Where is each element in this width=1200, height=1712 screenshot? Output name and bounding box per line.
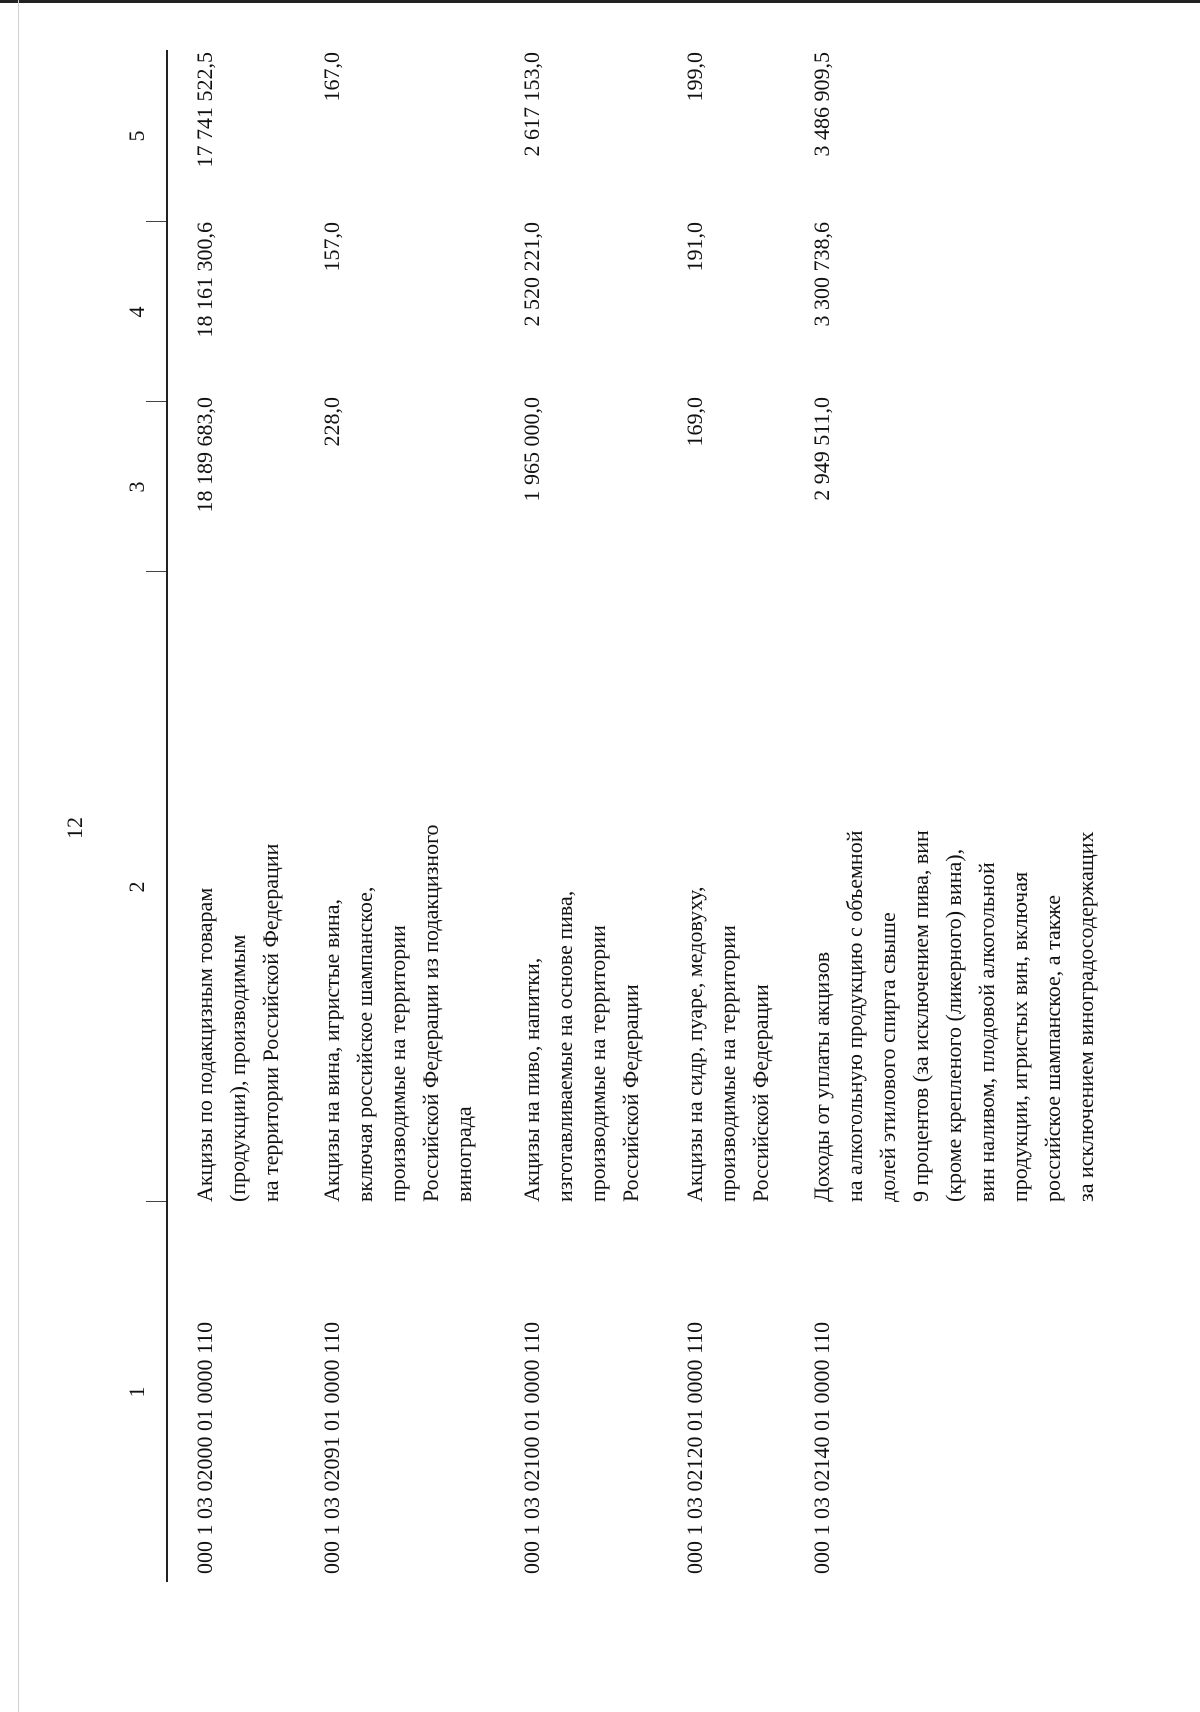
row-description (678, 612, 777, 1202)
row-value-col3: 1 965 000,0 (519, 397, 544, 502)
row-code: 000 1 03 02100 01 0000 110 (519, 1321, 544, 1574)
description-line: (продукции), производимым (225, 934, 250, 1202)
row-code: 000 1 03 02000 01 0000 110 (192, 1321, 217, 1574)
row-value-col4: 18 161 300,6 (192, 222, 217, 338)
header-divider (146, 221, 168, 222)
description-line: 9 процентов (за исключением пива, вин (908, 830, 933, 1202)
row-value-col3: 228,0 (319, 397, 344, 447)
row-value-col4: 3 300 738,6 (809, 222, 834, 327)
row-code: 000 1 03 02120 01 0000 110 (682, 1321, 707, 1574)
row-value-col4: 157,0 (319, 222, 344, 272)
header-col-2: 2 (124, 881, 149, 893)
description-line: Российской Федерации из подакцизного (418, 824, 443, 1202)
description-line: винограда (451, 1106, 476, 1202)
header-divider (146, 1201, 168, 1202)
row-value-col5: 3 486 909,5 (809, 52, 834, 157)
description-line: изготавливаемые на основе пива, (552, 890, 577, 1202)
row-value-col3: 18 189 683,0 (192, 397, 217, 513)
description-line: вин наливом, плодовой алкогольной (974, 862, 999, 1202)
description-line: Российской Федерации (748, 984, 773, 1202)
description-line: производимые на территории (385, 925, 410, 1202)
row-value-col3: 2 949 511,0 (809, 397, 834, 501)
description-line: производимые на территории (715, 925, 740, 1202)
description-line: Акцизы по подакцизным товарам (192, 887, 217, 1202)
description-line: Акцизы на сидр, пуаре, медовуху, (682, 886, 707, 1202)
description-line: на территории Российской Федерации (258, 843, 283, 1202)
description-line: Акцизы на вина, игристые вина, (319, 898, 344, 1202)
header-col-5: 5 (124, 130, 149, 142)
description-line: долей этилового спирта свыше (875, 912, 900, 1202)
description-line: за исключением виноградосодержащих (1073, 831, 1098, 1202)
header-col-4: 4 (124, 306, 149, 318)
row-description (515, 612, 647, 1202)
row-description (188, 612, 287, 1202)
scan-edge-top (0, 0, 1200, 3)
description-line: Российской Федерации (618, 984, 643, 1202)
row-description (805, 612, 1102, 1202)
description-line: включая российское шампанское, (352, 886, 377, 1202)
header-rule (166, 50, 168, 1582)
row-code: 000 1 03 02140 01 0000 110 (809, 1321, 834, 1574)
description-line: продукции, игристых вин, включая (1007, 871, 1032, 1202)
row-value-col5: 17 741 522,5 (192, 52, 217, 168)
row-value-col4: 191,0 (682, 222, 707, 272)
row-value-col4: 2 520 221,0 (519, 222, 544, 327)
row-description (315, 612, 480, 1202)
row-value-col3: 169,0 (682, 397, 707, 447)
header-col-1: 1 (124, 1386, 149, 1398)
page-number: 12 (62, 817, 87, 839)
row-value-col5: 199,0 (682, 52, 707, 102)
description-line: на алкогольную продукцию с объемной (842, 830, 867, 1202)
header-divider (146, 571, 168, 572)
scan-edge-left (18, 0, 19, 1712)
row-value-col5: 2 617 153,0 (519, 52, 544, 157)
row-value-col5: 167,0 (319, 52, 344, 102)
description-line: Акцизы на пиво, напитки, (519, 957, 544, 1202)
description-line: Доходы от уплаты акцизов (809, 951, 834, 1202)
description-line: производимые на территории (585, 925, 610, 1202)
budget-table (110, 50, 1190, 1582)
header-divider (146, 401, 168, 402)
row-code: 000 1 03 02091 01 0000 110 (319, 1321, 344, 1574)
header-col-3: 3 (124, 481, 149, 493)
description-line: (кроме крепленого (ликерного) вина), (941, 848, 966, 1202)
description-line: российское шампанское, а также (1040, 894, 1065, 1202)
